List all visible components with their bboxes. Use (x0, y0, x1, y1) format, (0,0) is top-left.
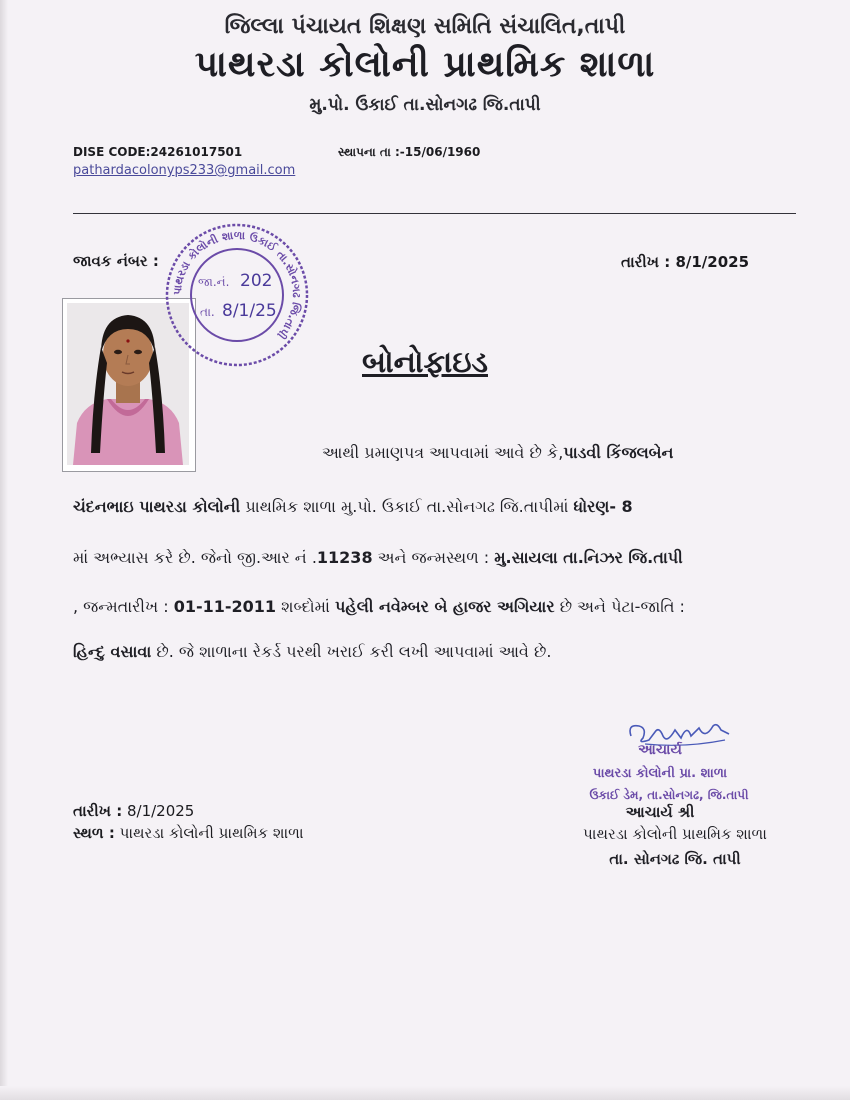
header-school-name: પાથરડા કોલોની પ્રાથમિક શાળા (194, 44, 656, 85)
body-text: પ્રાથમિક શાળા મુ.પો. ઉકાઈ તા.સોનગઢ જિ.તાપીમાં (240, 497, 574, 516)
student-name-rest: ચંદનભાઇ પાથરડા કોલોની (73, 497, 241, 516)
body-text: અને જન્મસ્થળ : (372, 548, 495, 567)
body-text: , જન્મતારીખ : (73, 597, 174, 616)
body-text: છે અને પેટા-જાતિ : (554, 597, 685, 616)
signatory-school: પાથરડા કોલોની પ્રાથમિક શાળા (583, 825, 767, 843)
signature-block (560, 710, 790, 880)
footer-place-label: સ્થળ : (73, 824, 115, 842)
student-name-first: પાડવી કિંજલબેન (563, 443, 674, 462)
body-line-1 (322, 443, 673, 463)
signatory-taluka: તા. સોનગઢ જિ. તાપી (609, 850, 741, 868)
footer-place (73, 824, 304, 842)
stamp-school-address: ઉકાઈ ડેમ, તા.સોનગઢ, જિ.તાપી (589, 788, 749, 802)
stamp-principal-title: આચાર્ય (638, 742, 682, 758)
stamp-number-value: 202 (240, 271, 273, 291)
header-divider (73, 213, 796, 214)
footer-date-value: 8/1/2025 (122, 802, 195, 820)
scan-edge-bottom (0, 1086, 850, 1100)
footer-date-label: તારીખ : (73, 802, 123, 820)
established-date: સ્થાપના તા :-15/06/1960 (338, 145, 481, 159)
sub-caste: હિન્દુ વસાવા (73, 642, 152, 661)
header-authority: જિલ્લા પંચાયત શિક્ષણ સમિતિ સંચાલિત,તાપી (224, 14, 626, 39)
issue-date: તારીખ : 8/1/2025 (621, 253, 750, 271)
stamp-date-value: 8/1/25 (222, 301, 277, 321)
body-line-5 (73, 642, 551, 662)
school-email[interactable]: pathardacolonyps233@gmail.com (73, 163, 296, 178)
stamp-school-name: પાથરડા કોલોની પ્રા. શાળા (592, 766, 728, 781)
gr-number: 11238 (316, 548, 373, 567)
dise-code: DISE CODE:24261017501 (73, 145, 243, 159)
body-line-2 (73, 497, 633, 517)
body-text: છે. જે શાળાના રેકર્ડ પરથી ખરાઈ કરી લખી આપવામાં આવે છે. (151, 642, 552, 661)
principal-title: આચાર્ય શ્રી (625, 803, 695, 821)
document-title: બોનોફાઇડ (362, 345, 488, 380)
header-address: મુ.પો. ઉકાઈ તા.સોનગઢ જિ.તાપી (309, 95, 541, 115)
birth-place: મુ.સાયલા તા.નિઝર જિ.તાપી (494, 548, 683, 567)
body-line-4 (73, 597, 685, 617)
body-line-3 (73, 548, 683, 568)
footer-date (73, 802, 194, 820)
body-text: શબ્દોમાં (276, 597, 335, 616)
date-of-birth: 01-11-2011 (173, 597, 277, 616)
footer-place-value: પાથરડા કોલોની પ્રાથમિક શાળા (114, 824, 304, 842)
dob-in-words: પહેલી નવેમ્બર બે હાજર અગિયાર (335, 597, 555, 616)
stamp-ring-text: પાથરડા કોલોની શાળા ઉકાઈ તા.સોનગઢ જિ.તાપી (170, 228, 304, 342)
body-text: આથી પ્રમાણપત્ર આપવામાં આવે છે કે, (322, 443, 564, 462)
stamp-number-label: જા.નં. (198, 275, 230, 289)
outward-number-label: જાવક નંબર : (73, 252, 159, 270)
scan-edge-left (0, 0, 8, 1100)
stamp-date-label: તા. (200, 305, 215, 319)
body-text: માં અભ્યાસ કરે છે. જેનો જી.આર નં . (73, 548, 317, 567)
student-standard: ધોરણ- 8 (573, 497, 633, 516)
